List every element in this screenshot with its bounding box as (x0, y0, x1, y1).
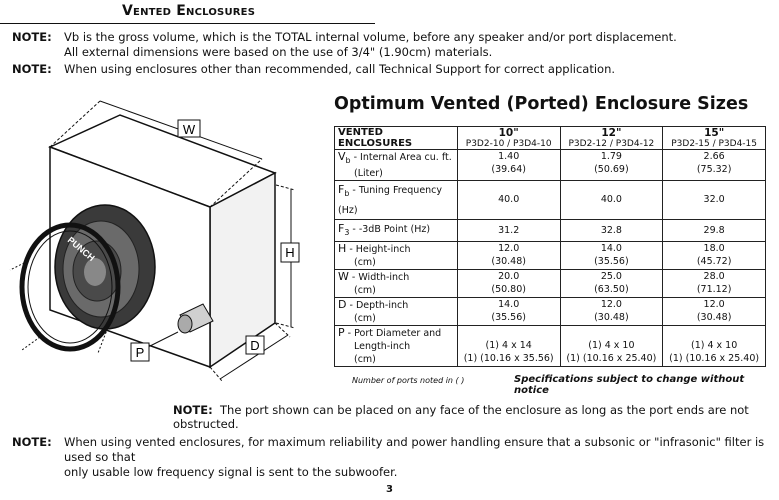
value-cell (560, 241, 663, 269)
row-label-cell (335, 325, 458, 366)
table-row (335, 241, 766, 269)
row-label: - Port Diameter and (347, 327, 442, 339)
row-symbol: D (338, 297, 347, 311)
row-label: (Liter) (354, 167, 383, 179)
value: (50.69) (594, 164, 629, 175)
woofer-brand-logo: PUNCH (65, 234, 97, 264)
row-symbol: H (338, 241, 347, 255)
note-label: NOTE: (12, 62, 52, 76)
column-header (560, 127, 663, 150)
note-volume (12, 30, 52, 45)
row-label: - Height-inch (349, 243, 411, 255)
value: (75.32) (696, 164, 732, 175)
value: (1) (10.16 x 35.56) (463, 352, 554, 364)
value: 12.0 (498, 242, 520, 254)
subsonic-note (64, 435, 769, 480)
row-symbol: W (338, 269, 349, 283)
note-line: When using vented enclosures, for maximum reliability and power handling ensure that a subsonic or "infrasonic" filter is used so that (64, 435, 765, 464)
row-symbol: P (338, 325, 345, 339)
page-number: 3 (386, 484, 393, 495)
box-side-face (210, 173, 275, 367)
column-header (663, 127, 766, 150)
note-label: NOTE: (173, 403, 213, 417)
note-volume-line-1: Vb is the gross volume, which is the TOTAL internal volume, before any speaker and/or port displacement. (64, 30, 677, 44)
value: 40.0 (600, 194, 622, 206)
column-size: 12" (601, 127, 622, 139)
row-label: (cm) (354, 353, 376, 365)
value: 28.0 (703, 270, 725, 282)
value: (45.72) (696, 255, 732, 267)
value: 29.8 (703, 224, 725, 236)
table-row (335, 269, 766, 297)
value-cell (457, 241, 560, 269)
value: (1) (10.16 x 25.40) (566, 352, 657, 364)
value: (39.64) (491, 164, 526, 175)
table-header-cell (335, 127, 458, 150)
value: 31.2 (498, 224, 520, 236)
row-label-cell (335, 150, 458, 181)
value: 1.40 (498, 151, 520, 162)
table-title: Optimum Vented (Ported) Enclosure Sizes (334, 94, 749, 114)
value-cell (457, 219, 560, 241)
value: (1) 4 x 10 (690, 339, 738, 351)
value: 12.0 (703, 298, 725, 310)
value: (30.48) (491, 255, 526, 267)
row-label: (cm) (354, 256, 376, 268)
row-symbol: V (338, 150, 346, 163)
value: 20.0 (498, 270, 520, 282)
value-cell (457, 325, 560, 366)
column-models: P3D2-10 / P3D4-10 (465, 139, 552, 149)
value-cell (560, 297, 663, 325)
subsonic-note-label (12, 435, 52, 450)
value: (50.80) (491, 283, 526, 295)
value-cell (663, 180, 766, 219)
value: 25.0 (600, 270, 622, 282)
column-header (457, 127, 560, 150)
row-symbol: F (338, 221, 345, 235)
note-line: only usable low frequency signal is sent to the subwoofer. (64, 465, 398, 479)
height-label: H (285, 245, 295, 260)
table-row (335, 325, 766, 366)
row-symbol-sub: b (344, 188, 350, 198)
value: 18.0 (703, 242, 725, 254)
value-cell (663, 150, 766, 181)
port-placement-note (173, 403, 779, 431)
value: 12.0 (600, 298, 622, 310)
value-cell (663, 269, 766, 297)
value-cell (457, 297, 560, 325)
value: (1) 4 x 10 (588, 339, 635, 351)
section-heading: Vented Enclosures (122, 3, 256, 19)
row-symbol: F (338, 182, 345, 196)
row-label: Length-inch (354, 340, 411, 352)
value: 32.8 (600, 224, 622, 236)
row-symbol-sub: 3 (344, 227, 350, 237)
column-models: P3D2-15 / P3D4-15 (671, 139, 758, 149)
column-size: 10" (498, 127, 519, 139)
value: (35.56) (491, 311, 526, 323)
row-label: - Internal Area cu. ft. (353, 152, 452, 163)
table-row (335, 180, 766, 219)
width-label: W (182, 122, 196, 137)
depth-label: D (250, 338, 260, 353)
note-volume-line-2: All external dimensions were based on the use of 3/4" (1.90cm) materials. (64, 45, 493, 59)
row-label-cell (335, 269, 458, 297)
row-label-cell (335, 297, 458, 325)
enclosure-diagram (0, 85, 330, 395)
row-label: - Width-inch (351, 271, 410, 283)
row-label-cell (335, 219, 458, 241)
value-cell (560, 325, 663, 366)
value-cell (560, 150, 663, 181)
note-support-line-1: When using enclosures other than recommended, call Technical Support for correct application. (64, 62, 616, 76)
heading-underline (0, 23, 375, 24)
column-size: 15" (704, 127, 725, 139)
table-header-row (335, 127, 766, 150)
value-cell (457, 269, 560, 297)
value: (1) (10.16 x 25.40) (669, 352, 760, 364)
value-cell (457, 150, 560, 181)
value: 14.0 (498, 298, 520, 310)
row-label-cell (335, 241, 458, 269)
value: 1.79 (600, 151, 622, 162)
note-label: NOTE: (12, 30, 52, 44)
value: (1) 4 x 14 (485, 339, 532, 351)
value: 14.0 (600, 242, 622, 254)
row-label: - Tuning Frequency (Hz) (338, 184, 443, 216)
value: (63.50) (594, 283, 629, 295)
table-row (335, 150, 766, 181)
note-label: NOTE: (12, 435, 52, 449)
value: (30.48) (594, 311, 629, 323)
value-cell (560, 269, 663, 297)
value-cell (663, 241, 766, 269)
ports-footnote: Number of ports noted in ( ) (352, 376, 465, 385)
note-text: The port shown can be placed on any face of the enclosure as long as the port ends are not obstructed. (173, 403, 749, 431)
value: (71.12) (696, 283, 732, 295)
row-label: - -3dB Point (Hz) (352, 223, 431, 235)
row-label-cell (335, 180, 458, 219)
value-cell (663, 297, 766, 325)
table-row (335, 219, 766, 241)
value-cell (457, 180, 560, 219)
value-cell (663, 325, 766, 366)
column-models: P3D2-12 / P3D4-12 (568, 139, 655, 149)
value: 32.0 (703, 194, 725, 206)
note-support (12, 62, 52, 77)
table-row (335, 297, 766, 325)
value: (35.56) (594, 255, 629, 267)
value-cell (560, 219, 663, 241)
value: 40.0 (498, 194, 520, 206)
port-label: P (135, 345, 145, 360)
row-label: - Depth-inch (349, 299, 409, 311)
row-label: (cm) (354, 312, 376, 324)
enclosure-spec-table (334, 126, 766, 367)
value-cell (560, 180, 663, 219)
value: 2.66 (703, 151, 725, 162)
value-cell (663, 219, 766, 241)
row-symbol-sub: b (345, 155, 351, 165)
row-label: (cm) (354, 284, 376, 296)
specs-disclaimer: Specifications subject to change without notice (514, 374, 745, 396)
value: (30.48) (696, 311, 732, 323)
header-label: VENTED ENCLOSURES (338, 127, 413, 149)
